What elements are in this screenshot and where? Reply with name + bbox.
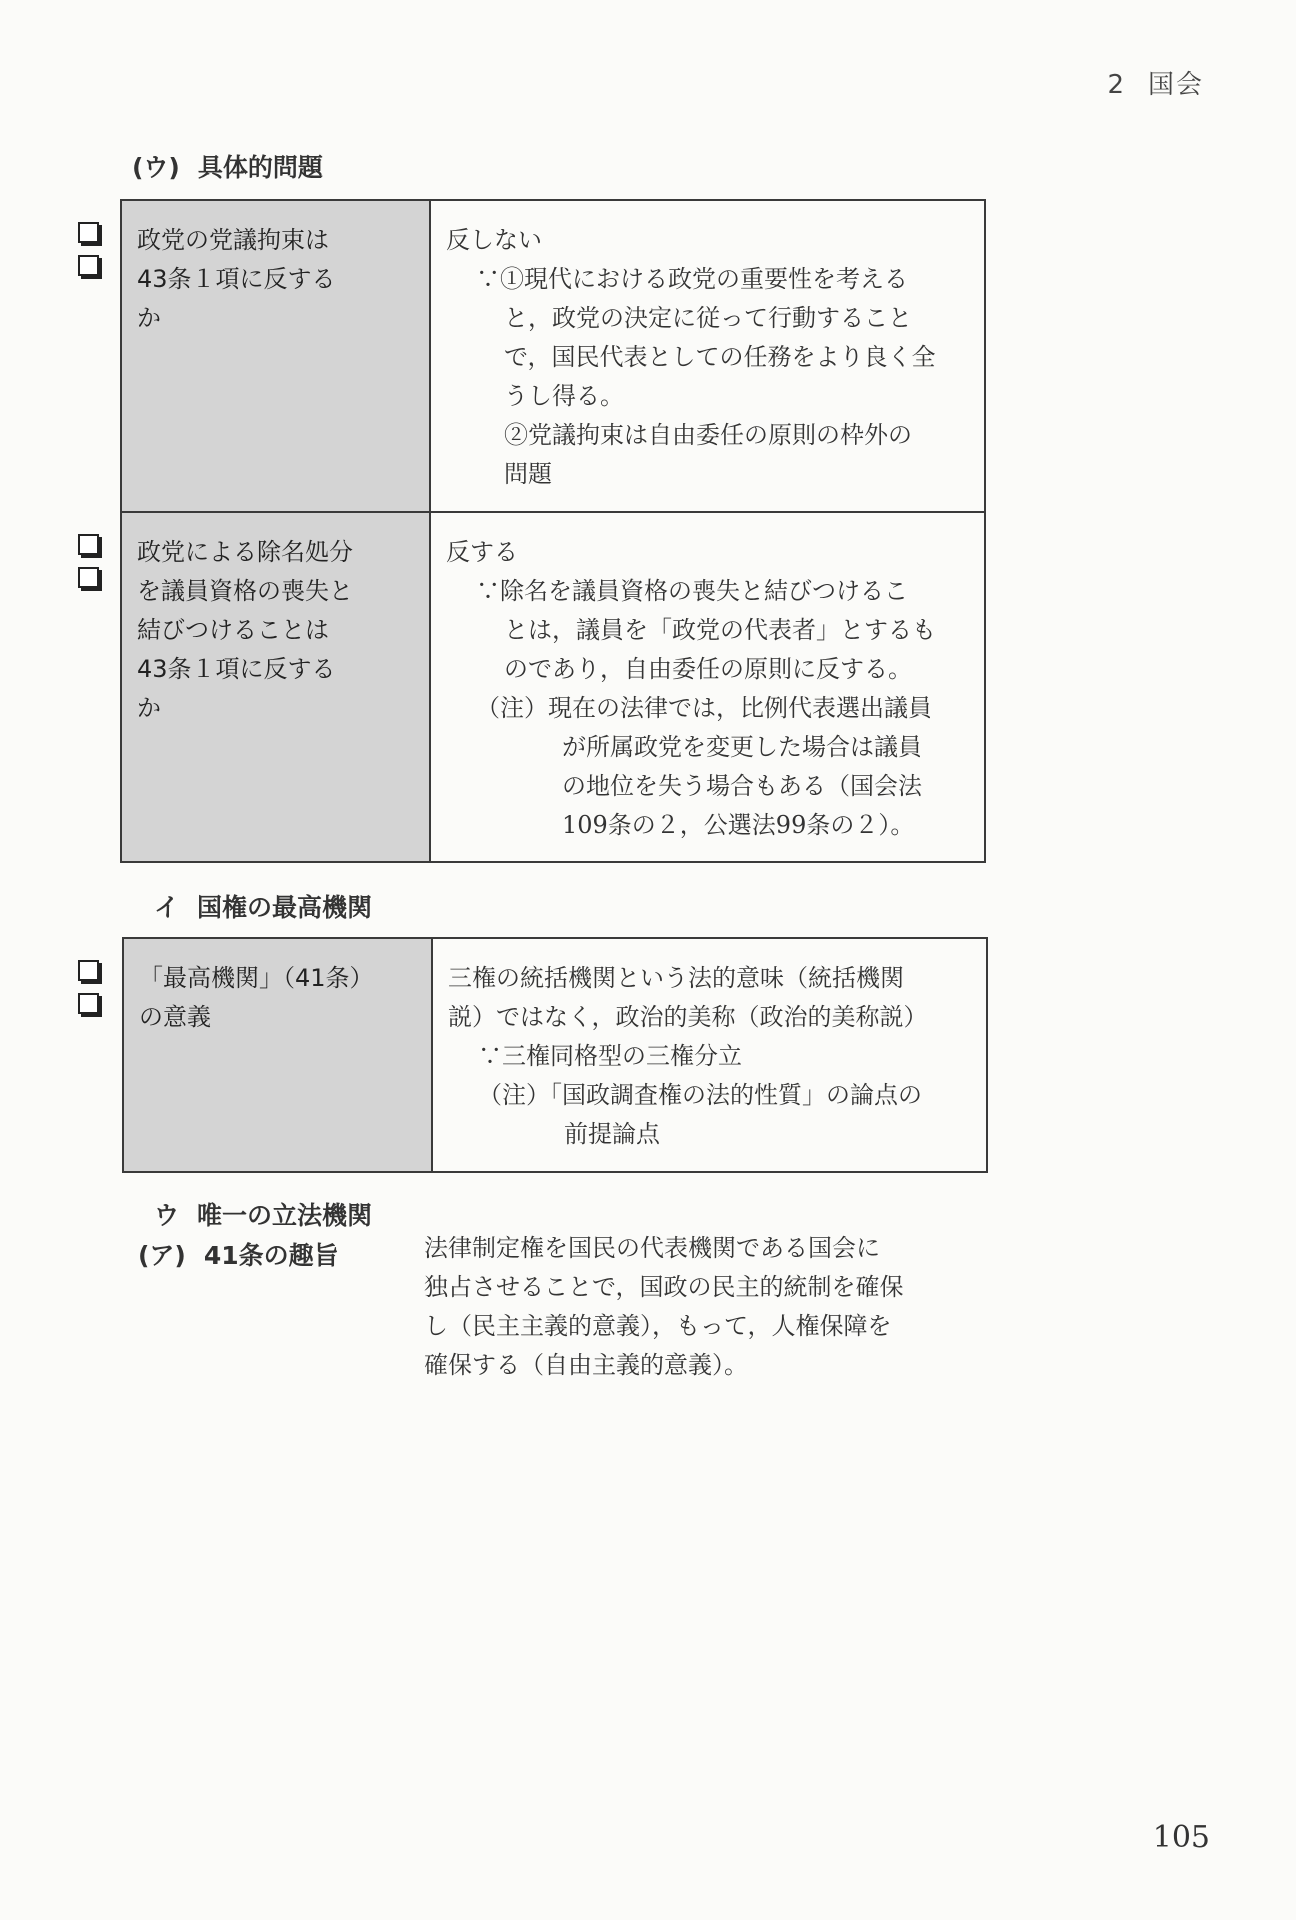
checkbox-group-row3 [78, 960, 102, 1026]
answer-line: のであり，自由委任の原則に反する。 [504, 655, 912, 683]
answer-line: 説）ではなく，政治的美称（政治的美称説） [448, 1003, 928, 1031]
answer-line: 109条の２，公選法99条の２）。 [562, 811, 915, 839]
table-row [121, 512, 985, 862]
question-line: 結びつけることは [137, 616, 329, 644]
answer-line: が所属政党を変更した場合は議員 [562, 733, 922, 761]
section-heading-a [138, 1236, 339, 1272]
section-mark: ウ [154, 1201, 180, 1230]
checkbox[interactable] [78, 534, 99, 555]
section-title: 国権の最高機関 [197, 893, 373, 922]
checkbox-group-row2 [78, 534, 102, 600]
answer-line: 三権の統括機関という法的意味（統括機関 [448, 964, 904, 992]
running-header [1107, 64, 1204, 101]
supreme-organ-table [122, 937, 988, 1173]
chapter-title: 国会 [1147, 70, 1204, 100]
question-cell [123, 938, 432, 1172]
question-line: か [137, 304, 161, 332]
checkbox[interactable] [78, 960, 99, 981]
question-cell [121, 200, 430, 512]
answer-cell [430, 200, 985, 512]
answer-line: （注）現在の法律では，比例代表選出議員 [476, 694, 932, 722]
checkbox-group-row1 [78, 222, 102, 288]
question-line: か [137, 694, 161, 722]
answer-line: （注）「国政調査権の法的性質」の論点の [478, 1081, 922, 1109]
paragraph-line: し（民主主義的意義），もって，人権保障を [424, 1312, 892, 1340]
question-cell [121, 512, 430, 862]
checkbox[interactable] [78, 222, 99, 243]
section-mark: (ア) [138, 1241, 186, 1270]
answer-line: ②党議拘束は自由委任の原則の枠外の [504, 421, 912, 449]
issues-table [120, 199, 986, 863]
section-mark: イ [154, 893, 180, 922]
answer-line: と，政党の決定に従って行動すること [504, 304, 912, 332]
question-line: の意義 [139, 1003, 211, 1031]
section-mark: (ウ) [132, 153, 180, 182]
section-title: 具体的問題 [197, 153, 323, 182]
question-line: 政党による除名処分 [137, 538, 353, 566]
answer-line: ∵三権同格型の三権分立 [478, 1042, 742, 1070]
section-title: 唯一の立法機関 [197, 1201, 373, 1230]
table-row [123, 938, 987, 1172]
section-heading-u [132, 148, 323, 184]
checkbox[interactable] [78, 567, 99, 588]
answer-line: で，国民代表としての任務をより良く全 [504, 343, 936, 371]
section-title: 41条の趣旨 [203, 1241, 339, 1270]
answer-line: ∵除名を議員資格の喪失と結びつけるこ [476, 577, 908, 605]
paragraph-line: 確保する（自由主義的意義）。 [424, 1351, 748, 1379]
article41-purpose-text [424, 1229, 984, 1385]
paragraph-line: 法律制定権を国民の代表機関である国会に [424, 1234, 880, 1262]
question-line: 43条１項に反する [137, 265, 336, 293]
answer-line: の地位を失う場合もある（国会法 [562, 772, 922, 800]
answer-line: 問題 [504, 460, 552, 488]
answer-line: 反しない [446, 226, 542, 254]
answer-line: うし得る。 [504, 382, 624, 410]
question-line: 政党の党議拘束は [137, 226, 329, 254]
question-line: を議員資格の喪失と [137, 577, 353, 605]
question-line: 43条１項に反する [137, 655, 336, 683]
answer-line: 反する [446, 538, 518, 566]
answer-line: とは，議員を「政党の代表者」とするも [504, 616, 936, 644]
answer-line: 前提論点 [564, 1120, 660, 1148]
answer-cell [430, 512, 985, 862]
chapter-number: 2 [1107, 70, 1126, 100]
section-heading-i [154, 888, 372, 924]
paragraph-line: 独占させることで，国政の民主的統制を確保 [424, 1273, 904, 1301]
checkbox[interactable] [78, 255, 99, 276]
question-line: 「最高機関」（41条） [139, 964, 374, 992]
answer-line: ∵①現代における政党の重要性を考える [476, 265, 908, 293]
answer-cell [432, 938, 987, 1172]
section-heading-uu [154, 1196, 372, 1232]
page-number: 105 [1152, 1820, 1210, 1855]
checkbox[interactable] [78, 993, 99, 1014]
table-row [121, 200, 985, 512]
